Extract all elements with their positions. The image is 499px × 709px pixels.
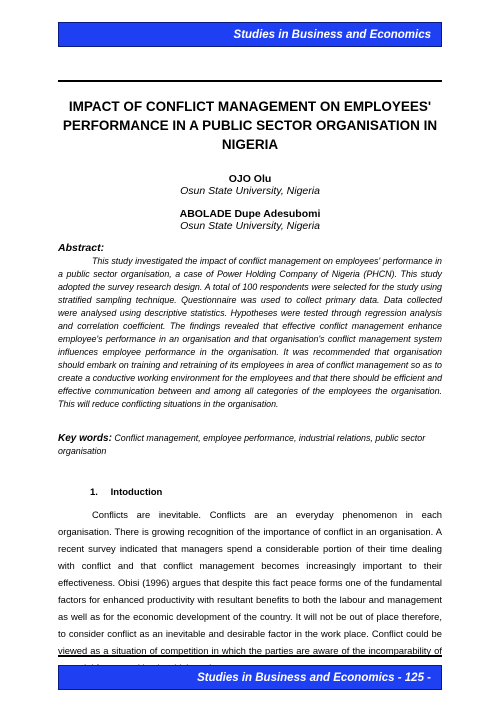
section-number: 1.	[90, 487, 98, 498]
author-name: ABOLADE Dupe Adesubomi	[179, 208, 321, 220]
section-heading	[90, 487, 162, 498]
keywords-text: Conflict management, employee performance, industrial relations, public sector organisation	[58, 433, 426, 456]
journal-name: Studies in Business and Economics	[233, 29, 431, 41]
footer-rule	[58, 655, 442, 657]
author-block-2	[58, 208, 442, 232]
author-name: OJO Olu	[228, 173, 272, 185]
keywords	[58, 432, 442, 458]
abstract-text: This study investigated the impact of conflict management on employees' performance in a public sector organisation, a case of Power Holding Company of Nigeria (PHCN). This study adopted the survey research design. A total of 100 respondents were selected for the study using stratified sampling technique. Questionnaire was used to collect primary data. Data collected were analysed using descriptive statistics. Hypotheses were tested through regression analysis and correlation coefficient. The findings revealed that effective conflict management enhance employee's performance in an organisation and that organisation's conflict management system influences employee performance in the organisation. It was recommended that organisation should embark on training and retraining of its employees in area of conflict management so as to create a conductive working environment for the employees and that there should be efficient and effective communication between and among all categories of the employees the organisation. This will reduce conflicting situations in the organisation.	[58, 256, 442, 409]
author-block-1	[58, 173, 442, 197]
journal-header-banner	[58, 22, 442, 47]
author-affiliation: Osun State University, Nigeria	[180, 185, 320, 197]
paper-title: IMPACT OF CONFLICT MANAGEMENT ON EMPLOYEES' PERFORMANCE IN A PUBLIC SECTOR ORGANISATION IN NIGERIA	[62, 99, 438, 152]
title-rule	[58, 80, 442, 82]
footer-journal-page: Studies in Business and Economics - 125 -	[197, 672, 431, 684]
abstract-heading: Abstract:	[58, 242, 105, 254]
section-title: Intoduction	[110, 487, 163, 498]
section-body-text: Conflicts are inevitable. Conflicts are an everyday phenomenon in each organisation. There is growing recognition of the importance of conflict in an organisation. A recent survey indicated that managers spend a considerable portion of their time dealing with conflict and that conflict management becomes increasingly important to their effectiveness. Obisi (1996) argues that despite this fact peace forms one of the fundamental factors for enhanced productivity with resultant benefits to both the labour and management as well as for the economic development of the country. It will not be out of place therefore, to consider conflict as an inevitable and desirable factor in the work place. Conflict could be viewed as a situation of competition in which the parties are aware of the incomparability of	[58, 509, 442, 656]
author-affiliation: Osun State University, Nigeria	[180, 220, 320, 232]
journal-footer-banner	[58, 665, 442, 690]
keywords-label: Key words:	[58, 433, 112, 444]
